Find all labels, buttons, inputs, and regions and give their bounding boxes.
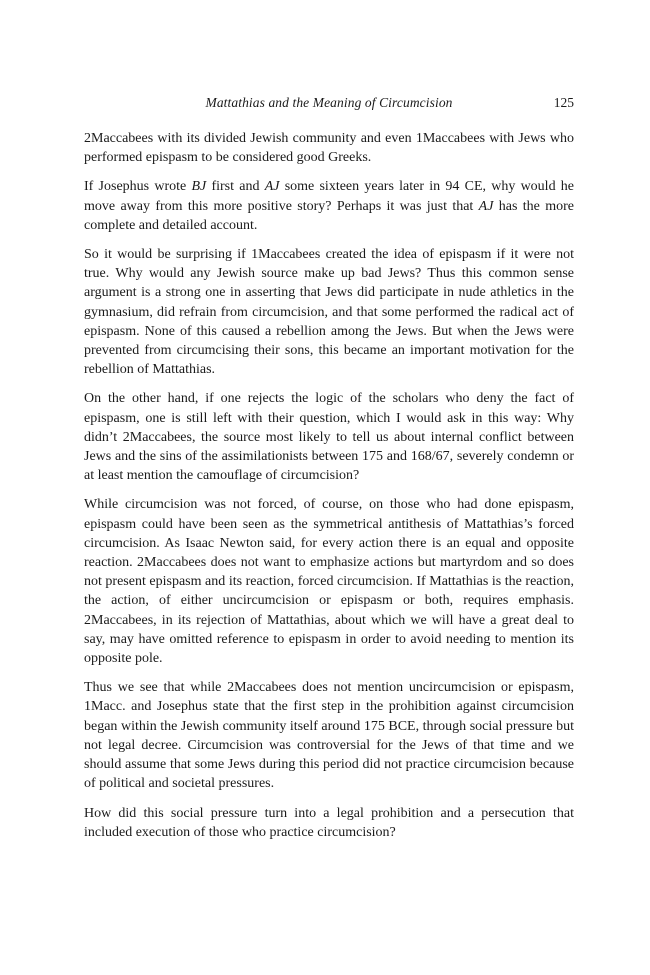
paragraph-7: How did this social pressure turn into a legal prohibition and a persecution that included execution of those who practice circumcision? [84,805,574,840]
paragraph-5: While circumcision was not forced, of course, on those who had done epispasm, epispasm could have been seen as the symmetrical antithesis of Mattathias’s forced circumcision. As Isaac Newton said, for every action there is an equal and opposite reaction. 2Maccabees does not want to emphasize actions but martyrdom and so does not present epispasm and its reaction, forced circumcision. If Mattathias is the reaction, the action, of either uncircumcision or epispasm or both, requires emphasis. 2Maccabees, in its rejection of Mattathias, about which we will have a great deal to say, may have omitted reference to epispasm in order to avoid needing to mention its opposite pole. [84,497,574,667]
paragraph-2-text-4: has the more complete and detailed account. [84,198,574,233]
page-number: 125 [553,95,574,110]
title-aj: AJ [264,179,280,195]
running-title: Mattathias and the Meaning of Circumcision [205,95,453,110]
title-aj-second: AJ [478,198,494,214]
running-head [84,95,574,115]
paragraph-2-text-1: If Josephus wrote [84,179,192,195]
paragraph-2-text-3: some sixteen years later in 94 CE, why would he move away from this more positive story? Perhaps it was just that [84,179,575,214]
paragraph-2-text-2: first and [206,179,265,195]
body-text [84,129,574,852]
paragraph-3: So it would be surprising if 1Maccabees created the idea of epispasm if it were not true. Why would any Jewish source make up bad Jews? Thus this common sense argument is a strong one in asserting that Jews did participate in nude athletics in the gymnasium, did refrain from circumcision, and that some performed the radical act of epispasm. None of this caused a rebellion among the Jews. But when the Jews were prevented from circumcising their sons, this became an important motivation for the rebellion of Mattathias. [84,247,574,378]
title-bj: BJ [191,179,207,195]
paragraph-2 [84,177,574,235]
paragraph-1: 2Maccabees with its divided Jewish community and even 1Maccabees with Jews who performed epispasm to be considered good Greeks. [84,131,574,166]
paragraph-6: Thus we see that while 2Maccabees does not mention uncircumcision or epispasm, 1Macc. and Josephus state that the first step in the prohibition against circumcision began within the Jewish community itself around 175 BCE, through social pressure but not legal decree. Circumcision was controversial for the Jews of that time and we should assume that some Jews during this period did not practice circumcision because of political and societal pressures. [84,680,574,792]
paragraph-4: On the other hand, if one rejects the logic of the scholars who deny the fact of epispasm, one is still left with their question, which I would ask in this way: Why didn’t 2Maccabees, the source most likely to tell us about internal conflict between Jews and the sins of the assimilationists between 175 and 168/67, severely condemn or at least mention the camouflage of circumcision? [84,391,574,484]
book-page [84,0,574,975]
